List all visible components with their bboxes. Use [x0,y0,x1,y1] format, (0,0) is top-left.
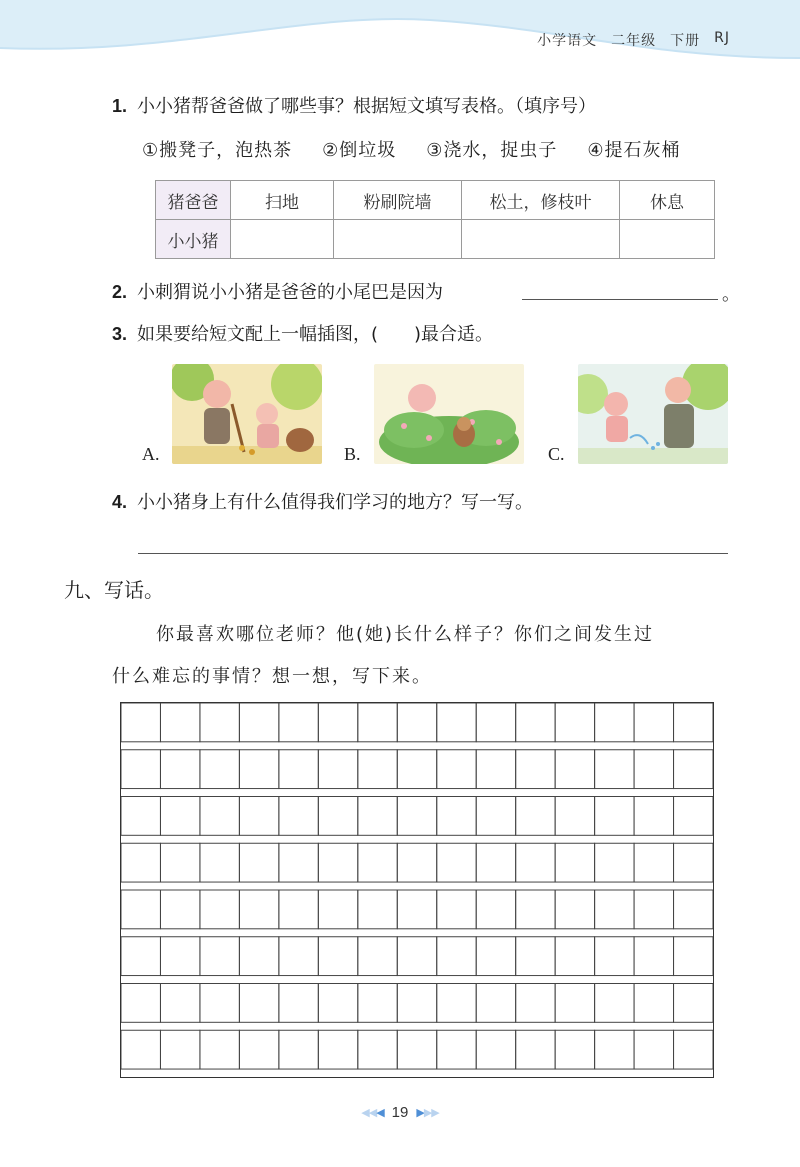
grid-cell[interactable] [318,703,357,742]
grid-cell[interactable] [121,843,160,882]
grid-cell[interactable] [674,797,713,836]
header-volume: 下册 [670,33,701,49]
grid-cell[interactable] [437,984,476,1023]
grid-cell[interactable] [279,984,318,1023]
grid-cell[interactable] [634,937,673,976]
grid-cell[interactable] [437,703,476,742]
grid-cell[interactable] [437,750,476,789]
grid-cell[interactable] [358,843,397,882]
grid-cell[interactable] [318,890,357,929]
grid-cell[interactable] [358,750,397,789]
grid-cell[interactable] [634,703,673,742]
answer-cell[interactable] [334,220,462,259]
answer-line-q2[interactable] [522,298,718,300]
grid-cell[interactable] [358,797,397,836]
grid-cell[interactable] [674,890,713,929]
grid-row[interactable] [121,890,713,929]
prev-arrows-icon: ◀◀◀ [361,1105,384,1119]
grid-cell[interactable] [239,750,278,789]
grid-cell[interactable] [595,1030,634,1069]
grid-cell[interactable] [555,750,594,789]
grid-cell[interactable] [595,890,634,929]
fill-table [155,180,715,259]
grid-cell[interactable] [634,843,673,882]
answer-line-q4[interactable] [138,552,728,554]
grid-cell[interactable] [397,890,436,929]
grid-cell[interactable] [476,1030,515,1069]
grid-cell[interactable] [555,1030,594,1069]
grid-cell[interactable] [358,1030,397,1069]
option-2: ②倒垃圾 [322,140,397,161]
grid-cell[interactable] [516,703,555,742]
grid-cell[interactable] [279,843,318,882]
grid-cell[interactable] [634,1030,673,1069]
grid-cell[interactable] [160,703,199,742]
question-2-number: 2. [112,282,128,302]
illustration-b[interactable] [374,364,524,464]
grid-cell[interactable] [200,703,239,742]
next-arrows-icon: ▶▶▶ [416,1105,439,1119]
grid-cell[interactable] [674,984,713,1023]
grid-cell[interactable] [397,750,436,789]
grid-cell[interactable] [121,890,160,929]
question-2 [112,278,443,304]
grid-cell[interactable] [516,843,555,882]
grid-cell[interactable] [200,843,239,882]
grid-cell[interactable] [279,750,318,789]
grid-cell[interactable] [239,797,278,836]
illustration-c[interactable] [578,364,728,464]
grid-cell[interactable] [318,984,357,1023]
grid-cell[interactable] [239,984,278,1023]
grid-cell[interactable] [397,843,436,882]
grid-cell[interactable] [555,890,594,929]
option-4: ④提石灰桶 [587,140,681,161]
grid-cell[interactable] [595,703,634,742]
choice-a-label: A. [142,444,160,464]
grid-cell[interactable] [239,937,278,976]
grid-cell[interactable] [595,750,634,789]
grid-cell[interactable] [555,703,594,742]
grid-cell[interactable] [279,703,318,742]
grid-cell[interactable] [555,843,594,882]
grid-cell[interactable] [239,843,278,882]
table-cell: 松土，修枝叶 [462,181,620,220]
grid-cell[interactable] [476,703,515,742]
table-row-head: 猪爸爸 [156,181,231,220]
table-cell: 粉刷院墙 [334,181,462,220]
grid-cell[interactable] [121,797,160,836]
question-4 [112,488,533,514]
grid-row[interactable] [121,937,713,976]
grid-cell[interactable] [160,1030,199,1069]
grid-cell[interactable] [516,937,555,976]
grid-cell[interactable] [358,937,397,976]
grid-cell[interactable] [674,1030,713,1069]
grid-cell[interactable] [516,750,555,789]
question-1 [112,92,596,118]
answer-cell[interactable] [462,220,620,259]
header-edition: RJ [714,30,730,46]
grid-cell[interactable] [595,797,634,836]
grid-cell[interactable] [121,750,160,789]
illustration-a[interactable] [172,364,322,464]
grid-cell[interactable] [318,797,357,836]
grid-cell[interactable] [279,1030,318,1069]
grid-cell[interactable] [674,937,713,976]
grid-cell[interactable] [397,1030,436,1069]
grid-cell[interactable] [160,797,199,836]
grid-cell[interactable] [121,984,160,1023]
grid-cell[interactable] [595,937,634,976]
table-cell: 扫地 [231,181,334,220]
grid-cell[interactable] [318,1030,357,1069]
grid-cell[interactable] [634,984,673,1023]
table-row-head: 小小猪 [156,220,231,259]
question-2-text: 小刺猬说小小猪是爸爸的小尾巴是因为 [137,282,444,303]
grid-cell[interactable] [397,984,436,1023]
grid-cell[interactable] [160,750,199,789]
grid-cell[interactable] [437,1030,476,1069]
choice-c-label: C. [548,444,565,464]
section-9-title: 九、写话。 [64,578,164,602]
grid-cell[interactable] [634,890,673,929]
grid-cell[interactable] [200,984,239,1023]
grid-cell[interactable] [160,890,199,929]
grid-cell[interactable] [279,797,318,836]
grid-cell[interactable] [160,843,199,882]
grid-row[interactable] [121,1030,713,1069]
grid-cell[interactable] [239,703,278,742]
answer-cell[interactable] [231,220,334,259]
grid-cell[interactable] [516,1030,555,1069]
grid-cell[interactable] [555,984,594,1023]
grid-cell[interactable] [397,937,436,976]
grid-cell[interactable] [358,984,397,1023]
grid-cell[interactable] [674,843,713,882]
grid-cell[interactable] [200,890,239,929]
question-4-number: 4. [112,492,128,512]
grid-cell[interactable] [200,797,239,836]
grid-cell[interactable] [634,797,673,836]
grid-row[interactable] [121,843,713,882]
grid-cell[interactable] [476,890,515,929]
option-1: ①搬凳子，泡热茶 [142,140,293,161]
grid-cell[interactable] [476,797,515,836]
answer-cell[interactable] [620,220,715,259]
grid-cell[interactable] [437,937,476,976]
writing-grid[interactable] [120,702,714,1078]
table-row [156,181,715,220]
table-row [156,220,715,259]
grid-cell[interactable] [674,703,713,742]
grid-cell[interactable] [239,890,278,929]
grid-cell[interactable] [318,843,357,882]
grid-cell[interactable] [160,937,199,976]
grid-cell[interactable] [279,890,318,929]
grid-cell[interactable] [121,1030,160,1069]
header-grade: 二年级 [611,33,657,49]
grid-cell[interactable] [358,703,397,742]
grid-cell[interactable] [397,703,436,742]
grid-cell[interactable] [595,984,634,1023]
grid-cell[interactable] [121,937,160,976]
footer [0,1092,800,1132]
grid-cell[interactable] [239,1030,278,1069]
grid-cell[interactable] [358,890,397,929]
grid-cell[interactable] [200,937,239,976]
grid-cell[interactable] [160,984,199,1023]
table-cell: 休息 [620,181,715,220]
grid-cell[interactable] [437,843,476,882]
grid-cell[interactable] [595,843,634,882]
grid-cell[interactable] [555,937,594,976]
choice-b-label: B. [344,444,361,464]
grid-cell[interactable] [555,797,594,836]
section-9-prompt-line-1: 你最喜欢哪位老师？他(她)长什么样子？你们之间发生过 [156,624,655,645]
header-info [537,30,730,50]
question-3 [112,320,493,346]
question-3-number: 3. [112,324,128,344]
grid-cell[interactable] [437,797,476,836]
header-subject: 小学语文 [537,33,598,49]
grid-row[interactable] [121,797,713,836]
grid-cell[interactable] [516,890,555,929]
grid-cell[interactable] [318,937,357,976]
grid-cell[interactable] [476,937,515,976]
grid-row[interactable] [121,703,713,742]
grid-cell[interactable] [516,797,555,836]
page-number: 19 [391,1103,409,1121]
grid-cell[interactable] [318,750,357,789]
grid-cell[interactable] [674,750,713,789]
section-9-prompt-line-2: 什么难忘的事情？想一想，写下来。 [112,666,432,687]
grid-cell[interactable] [279,937,318,976]
grid-cell[interactable] [516,984,555,1023]
option-3: ③浇水，捉虫子 [426,140,558,161]
grid-cell[interactable] [476,843,515,882]
grid-cell[interactable] [200,750,239,789]
grid-cell[interactable] [476,750,515,789]
question-1-options [142,136,681,162]
question-1-number: 1. [112,96,128,116]
grid-cell[interactable] [200,1030,239,1069]
grid-cell[interactable] [437,890,476,929]
grid-cell[interactable] [121,703,160,742]
question-4-text: 小小猪身上有什么值得我们学习的地方？写一写。 [137,492,534,513]
grid-cell[interactable] [476,984,515,1023]
question-2-end: 。 [722,284,740,305]
grid-row[interactable] [121,984,713,1023]
grid-cell[interactable] [634,750,673,789]
question-1-text: 小小猪帮爸爸做了哪些事？根据短文填写表格。（填序号） [137,96,597,117]
question-3-text: 如果要给短文配上一幅插图，( )最合适。 [137,324,494,345]
grid-cell[interactable] [397,797,436,836]
grid-row[interactable] [121,750,713,789]
